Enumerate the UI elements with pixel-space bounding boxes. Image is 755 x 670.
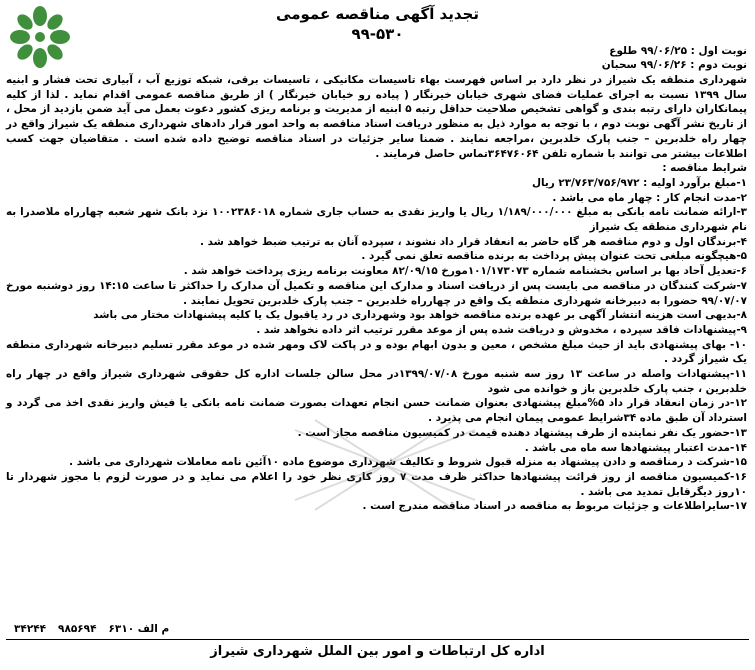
condition-item: ۱۲-در زمان انعقاد قرار داد ۵%مبلغ پیشنهادی بعنوان ضمانت حسن انجام تعهدات بصورت ضمانت نامه بانکی یا فیش واریز نقدی اخذ می گردد و استرداد آن طبق ماده ۳۴شرایط عمومی پیمان انجام می پذیرد . <box>6 397 747 425</box>
condition-item: ۱۱-پیشنهادات واصله در ساعت ۱۳ روز سه شنبه مورخ ۱۳۹۹/۰۷/۰۸در محل سالن جلسات اداره کل حقوقی شهرداری شیراز واقع در چهار راه خلدبرین ، جنب پارک خلدبرین باز و خوانده می شود <box>6 368 747 395</box>
notice-title: تجدید آگهی مناقصه عمومی <box>276 5 479 23</box>
footer-code-id: ۳۴۲۴۴ <box>14 623 47 635</box>
conditions-heading: شرایط مناقصه : <box>662 162 747 175</box>
condition-item: ۷-شرکت کنندگان در مناقصه می بایست پس از دریافت اسناد و مدارک این مناقصه و تکمیل آن مدارک را حداکثر تا ساعت ۱۴:۱۵ روز دوشنبه مورخ ۹۹/۰۷/۰۷ حضورا به دبیرخانه شهرداری منطقه یک واقع در چهارراه خلدبرین – جنب پارک خلدبرین تحویل نمایند . <box>6 279 747 307</box>
second-publication <box>602 58 747 72</box>
intro-paragraph: شهرداری منطقه یک شیراز در نظر دارد بر اساس فهرست بهاء تاسیسات مکانیکی ، تاسیسات برقی، شبکه توزیع آب ، آبیاری تحت فشار و ابنیه سال ۱۳۹۹ نسبت به اجرای عملیات فضای شهری خیابان خیرنگار ( پیاده رو خیابان خیرنگار ) از طریق مناقصه عمومی اقدام نماید . لذا از کلیه پیمانکاران دارای رتبه بندی و گواهی تشخیص صلاحیت حداقل رتبه ۵ ابنیه از مدیریت و برنامه ریزی کشور دعوت بعمل می آید ضمن بازدید از محل ، از تاریخ نشر آگهی نوبت دوم ، با توجه به موارد ذیل به منظور دریافت اسناد مناقصه به واحد امور قرار دادهای شهرداری منطقه یک شیراز واقع در چهار راه خلدبرین – جنب پارک خلدبرین ،مراجعه نمایند . ضمنا سایر جزئیات در اسناد مناقصه توضیح داده شده است . متقاضیان جهت کسب اطلاعات بیشتر می توانند با شماره تلفن ۳۶۴۷۶۰۶۴تماس حاصل فرمایند . <box>6 74 747 160</box>
condition-item: ۱۶-کمیسیون مناقصه از روز قرائت پیشنهادها حداکثر ظرف مدت ۷ روز کاری نظر خود را اعلام می نماید و در صورت لزوم با مجوز شهردار تا ۱۰روز دیگرقابل تمدید می باشد . <box>6 470 747 498</box>
footer-divider <box>6 639 749 640</box>
condition-item: ۱۷-سایراطلاعات و جزئیات مربوط به مناقصه در اسناد مناقصه مندرج است . <box>362 500 747 513</box>
first-publication-label: نوبت اول : <box>690 45 747 57</box>
condition-item: ۸-بدیهی است هزینه انتشار آگهی بر عهده برنده مناقصه خواهد بود وشهرداری در رد یاقبول یک یا کلیه پیشنهادات مختار می باشد <box>93 309 747 322</box>
condition-item: ۴-برندگان اول و دوم مناقصه هر گاه حاضر به انعقاد قرار داد نشوند ، سپرده آنان به ترتیب ضبط خواهد شد . <box>200 235 747 248</box>
condition-item: ۶-تعدیل آحاد بها بر اساس بخشنامه شماره ۱۰۱/۱۷۳۰۷۳مورخ ۸۲/۰۹/۱۵ معاونت برنامه ریزی پرداخت خواهد شد . <box>183 265 747 278</box>
condition-item: ۱۵-شرکت د رمناقصه و دادن پیشنهاد به منزله قبول شروط و تکالیف شهرداری موضوع ماده ۱۰آئین نامه معاملات شهرداری می باشد . <box>69 456 747 469</box>
condition-item: ۵-هیچگونه مبلغی تحت عنوان پیش پرداخت به برنده مناقصه تعلق نمی گیرد . <box>361 250 747 263</box>
condition-item: ۱۰- بهای پیشنهادی باید از حیث مبلغ مشخص ، معین و بدون ابهام بوده و در پاکت لاک ومهر شده در موعد مقرر تسلیم دبیرخانه شهرداری منطقه یک شیراز گردد . <box>6 338 747 366</box>
first-publication <box>609 44 747 58</box>
conditions-list <box>6 176 747 514</box>
condition-item: ۱-مبلغ برآورد اولیه : ۲۳/۷۶۳/۷۵۶/۹۷۲ ریال <box>531 176 747 189</box>
footer-code-number: ۹۸۵۶۹۴ <box>58 623 97 635</box>
notice-body <box>6 73 747 514</box>
footer-codes <box>14 623 169 635</box>
first-publication-date: ۹۹/۰۶/۲۵ طلوع <box>609 45 687 57</box>
second-publication-date: ۹۹/۰۶/۲۶ سحبان <box>601 59 687 71</box>
condition-item: ۱۴-مدت اعتبار پیشنهادها سه ماه می باشد . <box>524 441 747 454</box>
condition-item: ۲-مدت انجام کار : چهار ماه می باشد . <box>552 191 747 204</box>
footer-office: اداره کل ارتباطات و امور بین الملل شهرداری شیراز <box>210 644 545 659</box>
notice-number: ۹۹-۵۳۰ <box>351 25 404 43</box>
footer-code-prefix: م الف ۶۳۱۰ <box>108 623 170 635</box>
second-publication-label: نوبت دوم : <box>690 59 747 71</box>
condition-item: ۳-ارائه ضمانت نامه بانکی به مبلغ ۱/۱۸۹/۰۰۰/۰۰۰ ریال یا واریز نقدی به حساب جاری شماره ۱۰۰۲۳۸۶۰۱۸ نزد بانک شهر شعبه چهارراه ملاصدرا به نام شهرداری منطقه یک شیراز <box>6 206 747 234</box>
condition-item: ۱۳-حضور یک نفر نماینده از طرف پیشنهاد دهنده قیمت در کمیسیون مناقصه مجاز است . <box>297 426 747 439</box>
condition-item: ۹-پیشنهادات فاقد سپرده ، مخدوش و دریافت شده پس از موعد مقرر ترتیب اثر داده نخواهد شد . <box>256 323 747 336</box>
